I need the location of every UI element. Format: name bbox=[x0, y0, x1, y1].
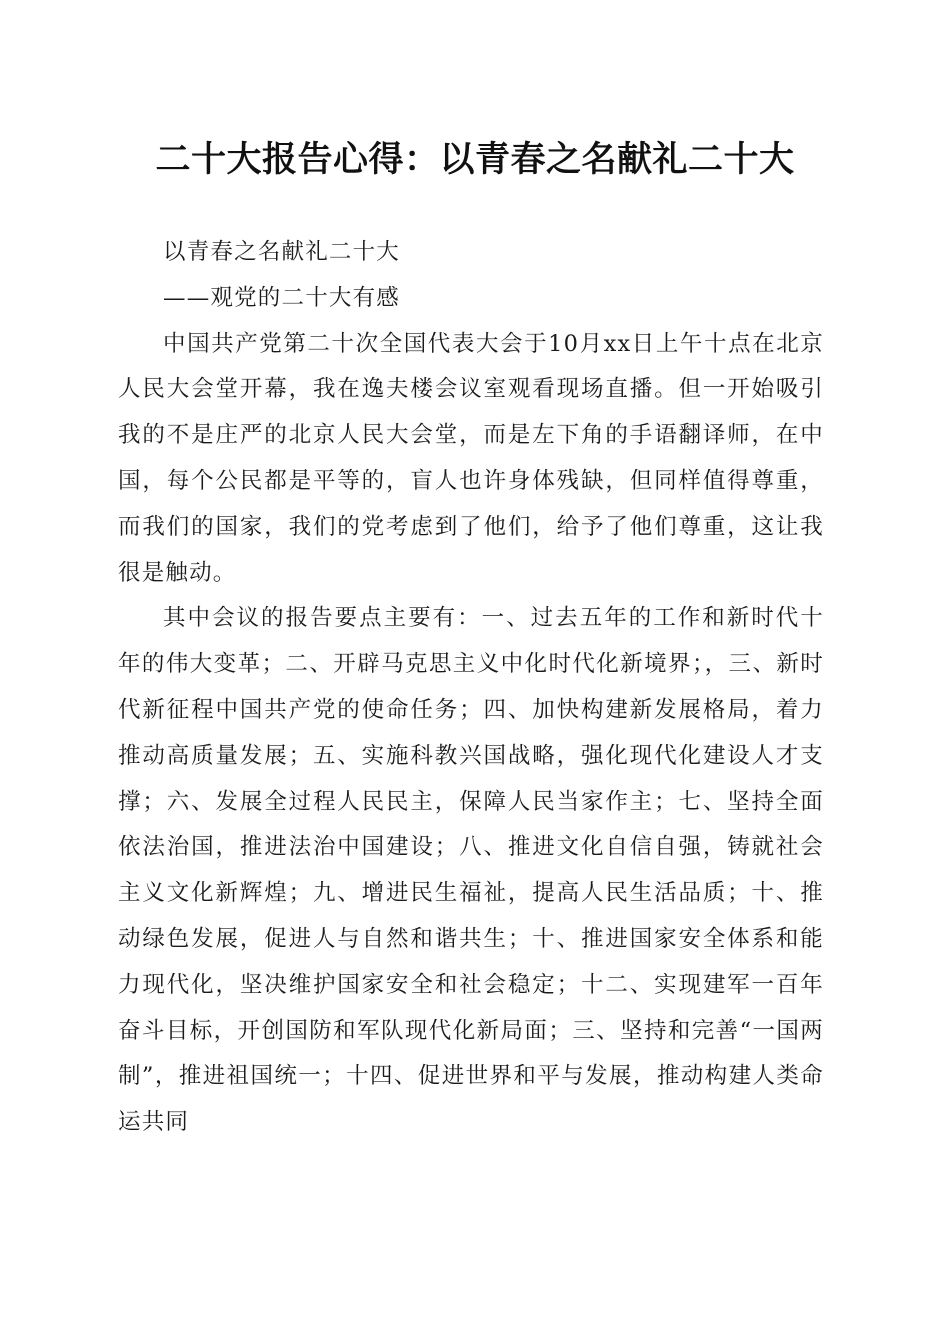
subtitle-line: 以青春之名献礼二十大 bbox=[163, 239, 401, 265]
body-paragraph: 其中会议的报告要点主要有：一、过去五年的工作和新时代十年的伟大变革；二、开辟马克思主义中化时代化新境界；，三、新时代新征程中国共产党的使命任务；四、加快构建新发展格局，着力推动高质量发展；五、实施科教兴国战略，强化现代化建设人才支撑；六、发展全过程人民民主，保障人民当家作主；七、坚持全面依法治国，推进法治中国建设；八、推进文化自信自强，铸就社会主义文化新辉煌；九、增进民生福祉，提高人民生活品质；十、推动绿色发展，促进人与自然和谐共生；十、推进国家安全体系和能力现代化，坚决维护国家安全和社会稳定；十二、实现建军一百年奋斗目标，开创国防和军队现代化新局面；三、坚持和完善“一国两制”，推进祖国统一；十四、促进世界和平与发展，推动构建人类命运共同 bbox=[118, 605, 824, 1136]
document-title: 二十大报告心得：以青春之名献礼二十大 bbox=[155, 139, 795, 180]
subtitle-line: ——观党的二十大有感 bbox=[163, 284, 401, 311]
body-paragraph: 中国共产党第二十次全国代表大会于10月xx日上午十点在北京人民大会堂开幕，我在逸夫楼会议室观看现场直播。但一开始吸引我的不是庄严的北京人民大会堂，而是左下角的手语翻译师，在中国，每个公民都是平等的，盲人也许身体残缺，但同样值得尊重，而我们的国家，我们的党考虑到了他们，给予了他们尊重，这让我很是触动。 bbox=[118, 330, 824, 586]
document-body bbox=[118, 230, 824, 1146]
